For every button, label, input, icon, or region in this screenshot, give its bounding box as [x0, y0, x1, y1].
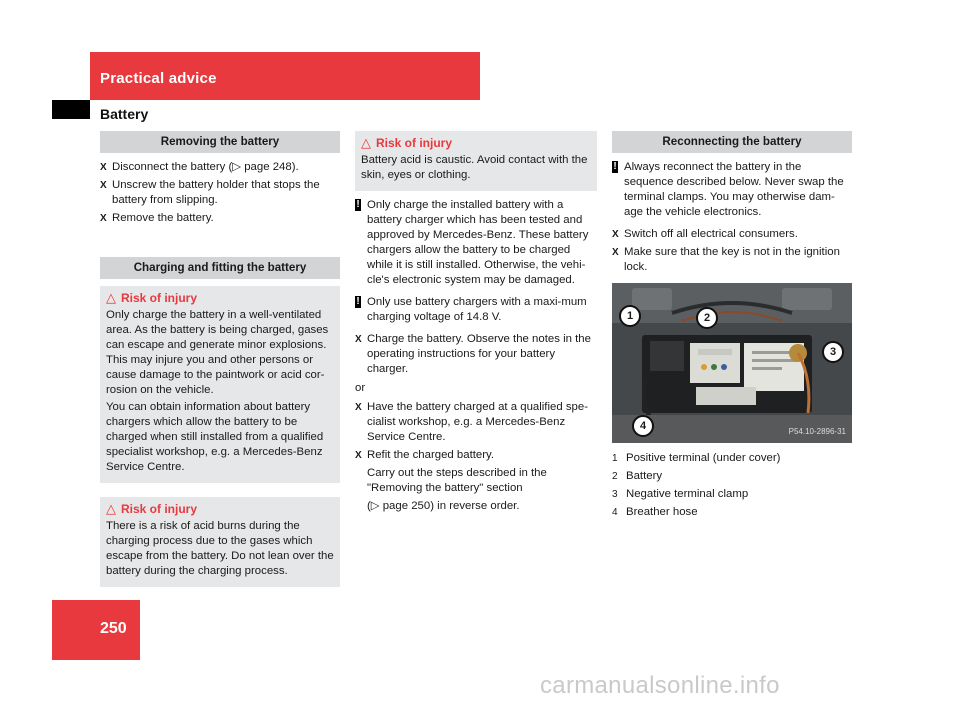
reconnecting-heading: Reconnecting the battery: [612, 131, 852, 153]
arrow-icon: X: [355, 334, 362, 345]
or-text: or: [355, 382, 366, 394]
legend-item: 2 Battery: [612, 470, 663, 482]
watermark: carmanualsonline.info: [540, 672, 780, 699]
reconnect-steps: [612, 227, 852, 275]
legend-number: 1: [612, 453, 618, 464]
step-item: X Unscrew the battery holder that stops the battery from slipping.: [100, 179, 320, 206]
warning-box-1: [100, 286, 340, 483]
warning-triangle-icon: △: [106, 501, 116, 516]
warning-text: Battery acid is caustic. Avoid contact with the skin, eyes or clothing.: [361, 154, 588, 181]
arrow-icon: X: [355, 402, 362, 413]
callout-1: 1: [619, 305, 641, 327]
step-continuation: Carry out the steps described in the "Removing the battery" section: [367, 467, 547, 494]
step-item: X Remove the battery.: [100, 212, 214, 224]
battery-photo: [612, 283, 852, 443]
section-title: Battery: [100, 106, 149, 122]
warning-text: Only charge the battery in a well-ventilated area. As the battery is being charged, gases can escape and generate minor explosions. This may injure you and other persons or cause damage to the paintwork or acid cor-rosion on the vehicle.: [106, 309, 329, 396]
note-2: ! Only use battery chargers with a maxi-mum charging voltage of 14.8 V.: [356, 296, 587, 323]
legend-item: 4 Breather hose: [612, 506, 698, 518]
photo-legend: [612, 451, 852, 520]
removing-battery-heading: Removing the battery: [100, 131, 340, 153]
column-3: [612, 131, 852, 523]
legend-item: 3 Negative terminal clamp: [612, 488, 749, 500]
exclamation-icon: !: [356, 199, 360, 210]
step-item: X Have the battery charged at a qualified spe-cialist workshop, e.g. a Mercedes-Benz Service Centre.: [355, 401, 588, 443]
warning-title: Risk of injury: [376, 136, 453, 150]
step-item: X Disconnect the battery (▷ page 248).: [100, 161, 299, 173]
charging-steps: [355, 332, 597, 377]
step-item: X Refit the charged battery.: [355, 449, 495, 461]
warning-box-2: [100, 497, 340, 587]
chapter-title: Practical advice: [100, 70, 217, 87]
exclamation-icon: !: [613, 161, 617, 172]
arrow-icon: X: [100, 180, 107, 191]
arrow-icon: X: [612, 247, 619, 258]
arrow-icon: X: [612, 229, 619, 240]
removing-steps: [100, 160, 340, 226]
warning-text: There is a risk of acid burns during the charging process due to the gases which escape from the battery. Do not lean over the battery during the charging process.: [106, 520, 334, 577]
note-1: ! Only charge the installed battery with a battery charger which has been tested and approved by Mercedes-Benz. These battery chargers allow the battery to be charged while it is still installed. Otherwise, the vehi-cle's electronic system may be damaged.: [356, 199, 589, 286]
warning-box-3: [355, 131, 597, 191]
warning-text: You can obtain information about battery chargers which allow the battery to be charged when still installed from a qualified specialist workshop, e.g. a Mercedes-Benz Service Centre.: [106, 401, 324, 473]
arrow-icon: X: [355, 450, 362, 461]
header-black-tab: [52, 100, 90, 119]
photo-code: P54.10-2896-31: [788, 427, 846, 436]
arrow-icon: X: [100, 162, 107, 173]
step-continuation: (▷ page 250) in reverse order.: [367, 500, 520, 512]
column-1: [100, 131, 340, 587]
legend-number: 3: [612, 489, 618, 500]
column-2: [355, 131, 597, 517]
callout-4: 4: [632, 415, 654, 437]
legend-number: 2: [612, 471, 618, 482]
charging-heading: Charging and fitting the battery: [100, 257, 340, 279]
note-3: ! Always reconnect the battery in the sequence described below. Never swap the terminal clamps. You may otherwise dam-age the vehicle electronics.: [613, 161, 844, 218]
legend-item: 1 Positive terminal (under cover): [612, 452, 781, 464]
warning-title: Risk of injury: [121, 291, 198, 305]
step-item: X Make sure that the key is not in the ignition lock.: [612, 246, 840, 273]
callout-2: 2: [696, 307, 718, 329]
page-number: 250: [100, 620, 127, 637]
warning-triangle-icon: △: [361, 135, 371, 150]
step-item: X Charge the battery. Observe the notes in the operating instructions for your battery charger.: [355, 333, 591, 375]
step-item: X Switch off all electrical consumers.: [612, 228, 798, 240]
callout-3: 3: [822, 341, 844, 363]
legend-number: 4: [612, 507, 618, 518]
warning-title: Risk of injury: [121, 502, 198, 516]
warning-triangle-icon: △: [106, 290, 116, 305]
exclamation-icon: !: [356, 296, 360, 307]
arrow-icon: X: [100, 213, 107, 224]
